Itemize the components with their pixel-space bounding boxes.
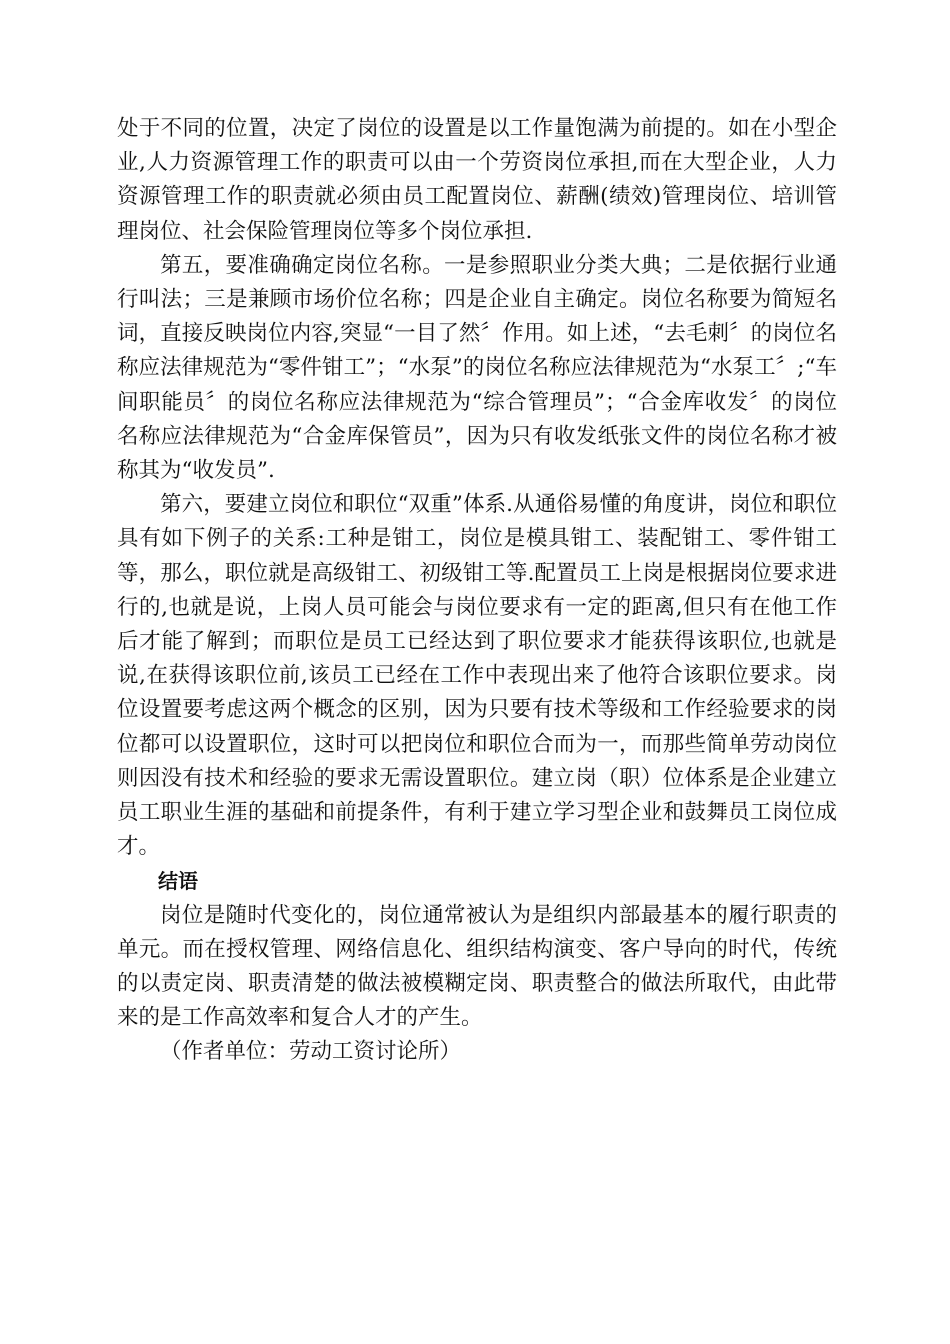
conclusion-heading: 结语 [158, 869, 198, 894]
body-paragraph-sixth: 第六，要建立岗位和职位“双重”体系.从通俗易懂的角度讲，岗位和职位具有如下例子的关系:工种是钳工，岗位是模具钳工、装配钳工、零件钳工等，那么，职位就是高级钳工、初级钳工等.配置员工上岗是根据岗位要求进行的,也就是说，上岗人员可能会与岗位要求有一定的距离,但只有在他工作后才能了解到；而职位是员工已经达到了职位要求才能获得该职位,也就是说,在获得该职位前,该员工已经在工作中表现出来了他符合该职位要求。岗位设置要考虑这两个概念的区别，因为只要有技术等级和工作经验要求的岗位都可以设置职位，这时可以把岗位和职位合而为一，而那些简单劳动岗位则因没有技术和经验的要求无需设置职位。建立岗（职）位体系是企业建立员工职业生涯的基础和前提条件，有利于建立学习型企业和鼓舞员工岗位成才。 [117, 492, 837, 860]
conclusion-paragraph: 岗位是随时代变化的，岗位通常被认为是组织内部最基本的履行职责的单元。而在授权管理、网络信息化、组织结构演变、客户导向的时代，传统的以责定岗、职责清楚的做法被模糊定岗、职责整合的做法所取代，由此带来的是工作高效率和复合人才的产生。 [117, 902, 837, 1031]
body-paragraph-continued: 处于不同的位置，决定了岗位的设置是以工作量饱满为前提的。如在小型企业,人力资源管理工作的职责可以由一个劳资岗位承担,而在大型企业，人力资源管理工作的职责就必须由员工配置岗位、薪酬(绩效)管理岗位、培训管理岗位、社会保险管理岗位等多个岗位承担. [117, 116, 837, 244]
document-page [117, 112, 837, 1070]
author-affiliation: （作者单位：劳动工资讨论所） [160, 1039, 462, 1065]
body-paragraph-fifth: 第五，要准确确定岗位名称。一是参照职业分类大典；二是依据行业通行叫法；三是兼顾市场价位名称；四是企业自主确定。岗位名称要为简短名词，直接反映岗位内容,突显“一目了然〞作用。如上述，“去毛刺〞的岗位名称应法律规范为“零件钳工”；“水泵”的岗位名称应法律规范为“水泵工〞;“车间职能员〞的岗位名称应法律规范为“综合管理员”；“合金库收发〞的岗位名称应法律规范为“合金库保管员”，因为只有收发纸张文件的岗位名称才被称其为“收发员”. [117, 252, 837, 484]
